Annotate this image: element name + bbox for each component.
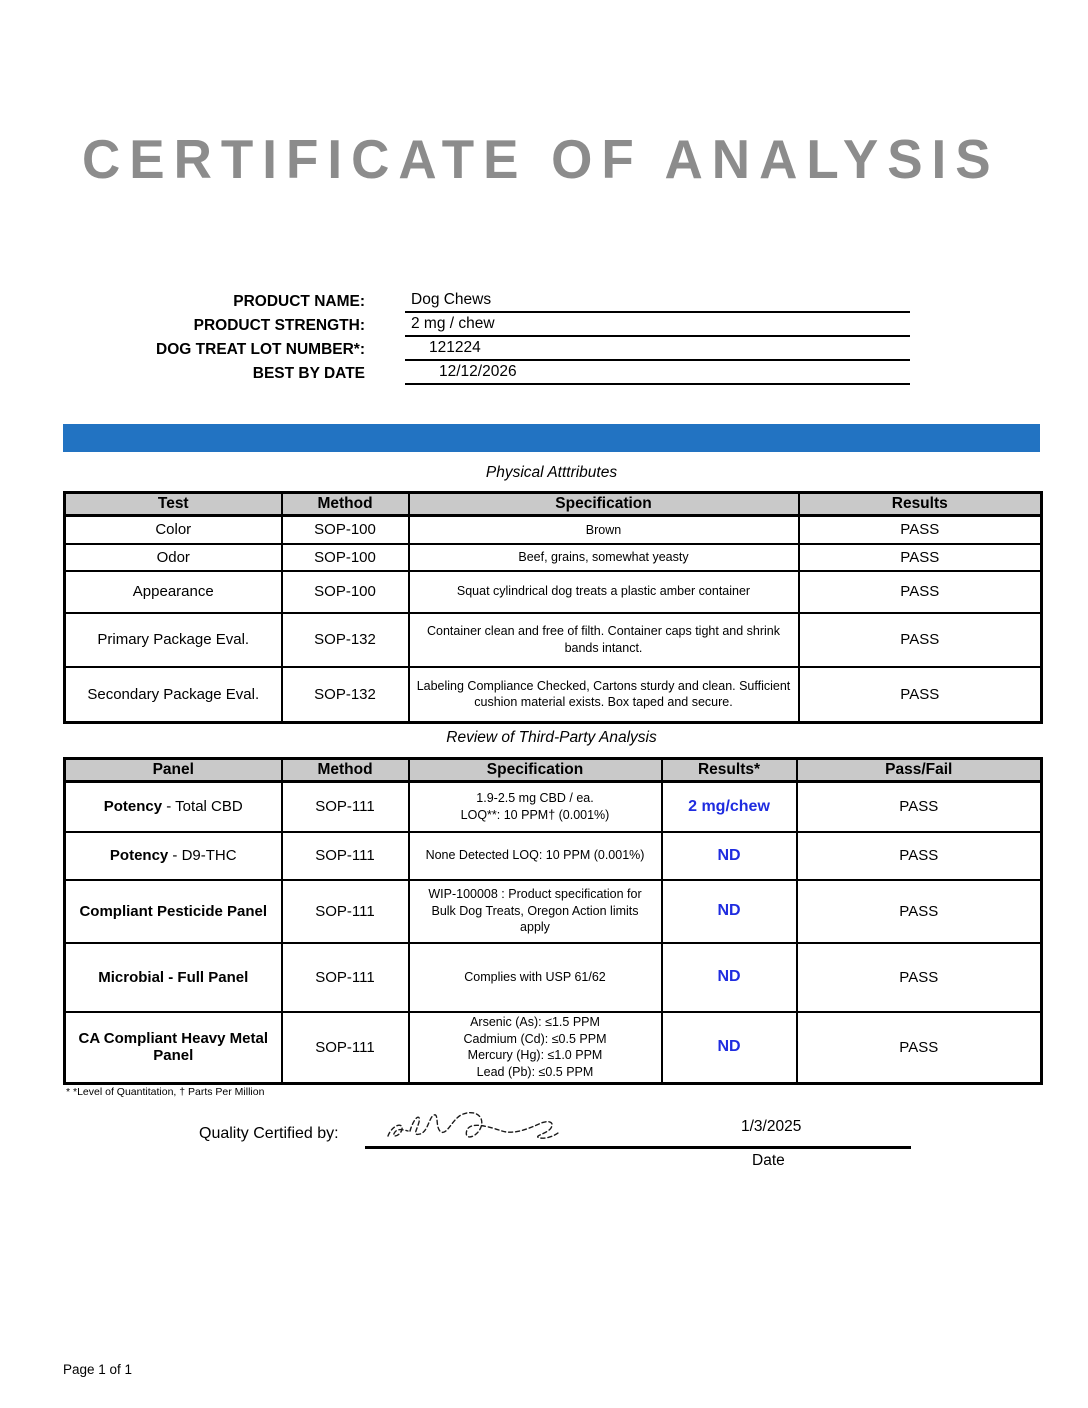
table-row	[65, 880, 1042, 943]
spec-cell: Beef, grains, somewhat yeasty	[409, 544, 799, 571]
test-cell: Color	[65, 516, 282, 544]
result-cell: PASS	[799, 667, 1042, 723]
product-strength-label: PRODUCT STRENGTH:	[193, 317, 365, 334]
table-row	[65, 544, 1042, 571]
product-name-value: Dog Chews	[405, 289, 910, 313]
spec-cell: None Detected LOQ: 10 PPM (0.001%)	[409, 832, 662, 880]
col-header-method: Method	[282, 493, 409, 516]
result-cell: PASS	[799, 571, 1042, 613]
result-cell: PASS	[799, 613, 1042, 667]
best-by-date-value: 12/12/2026	[405, 361, 910, 385]
method-cell: SOP-111	[282, 1012, 409, 1084]
test-cell: Secondary Package Eval.	[65, 667, 282, 723]
test-cell: Appearance	[65, 571, 282, 613]
spec-cell: Squat cylindrical dog treats a plastic amber container	[409, 571, 799, 613]
table-header-row	[65, 759, 1042, 782]
passfail-cell: PASS	[797, 832, 1042, 880]
spec-cell: WIP-100008 : Product specification for Bulk Dog Treats, Oregon Action limits apply	[409, 880, 662, 943]
spec-cell: Complies with USP 61/62	[409, 943, 662, 1012]
method-cell: SOP-100	[282, 544, 409, 571]
passfail-cell: PASS	[797, 1012, 1042, 1084]
method-cell: SOP-100	[282, 516, 409, 544]
product-name-row	[60, 289, 910, 313]
physical-attributes-table	[63, 491, 1043, 724]
product-name-label: PRODUCT NAME:	[233, 293, 365, 310]
method-cell: SOP-132	[282, 613, 409, 667]
result-cell: PASS	[799, 516, 1042, 544]
result-cell: ND	[662, 880, 797, 943]
table-row	[65, 943, 1042, 1012]
spec-cell: Brown	[409, 516, 799, 544]
spec-cell: Arsenic (As): ≤1.5 PPM Cadmium (Cd): ≤0.5 PPM Mercury (Hg): ≤1.0 PPM Lead (Pb): ≤0.5 PPM	[409, 1012, 662, 1084]
col-header-specification: Specification	[409, 493, 799, 516]
passfail-cell: PASS	[797, 880, 1042, 943]
col-header-specification: Specification	[409, 759, 662, 782]
method-cell: SOP-111	[282, 832, 409, 880]
lot-number-label: DOG TREAT LOT NUMBER*:	[156, 341, 365, 358]
panel-cell: Microbial - Full Panel	[65, 943, 282, 1012]
result-cell: ND	[662, 832, 797, 880]
table-row	[65, 613, 1042, 667]
result-cell: 2 mg/chew	[662, 782, 797, 832]
spec-cell: Labeling Compliance Checked, Cartons sturdy and clean. Sufficient cushion material exists. Box taped and secure.	[409, 667, 799, 723]
col-header-test: Test	[65, 493, 282, 516]
test-cell: Primary Package Eval.	[65, 613, 282, 667]
spec-cell: 1.9-2.5 mg CBD / ea. LOQ**: 10 PPM† (0.001%)	[409, 782, 662, 832]
page-title: CERTIFICATE OF ANALYSIS	[82, 129, 1000, 191]
lot-number-value: 121224	[405, 337, 910, 361]
panel-cell: Potency - D9-THC	[65, 832, 282, 880]
product-info-block	[60, 289, 910, 385]
passfail-cell: PASS	[797, 943, 1042, 1012]
table-row	[65, 782, 1042, 832]
result-cell: ND	[662, 943, 797, 1012]
thirdparty-section-title: Review of Third-Party Analysis	[446, 729, 657, 746]
col-header-panel: Panel	[65, 759, 282, 782]
result-cell: ND	[662, 1012, 797, 1084]
table-footnote: * *Level of Quantitation, † Parts Per Million	[66, 1086, 265, 1098]
table-row	[65, 667, 1042, 723]
quality-certified-by-label: Quality Certified by:	[199, 1125, 339, 1142]
product-strength-value: 2 mg / chew	[405, 313, 910, 337]
third-party-analysis-table	[63, 757, 1043, 1085]
blue-accent-bar	[63, 424, 1040, 452]
col-header-results: Results*	[662, 759, 797, 782]
table-header-row	[65, 493, 1042, 516]
method-cell: SOP-100	[282, 571, 409, 613]
col-header-results: Results	[799, 493, 1042, 516]
spec-cell: Container clean and free of filth. Container caps tight and shrink bands intanct.	[409, 613, 799, 667]
passfail-cell: PASS	[797, 782, 1042, 832]
method-cell: SOP-132	[282, 667, 409, 723]
product-strength-row	[60, 313, 910, 337]
lot-number-row	[60, 337, 910, 361]
best-by-date-label: BEST BY DATE	[252, 365, 365, 382]
col-header-method: Method	[282, 759, 409, 782]
panel-cell: Potency - Total CBD	[65, 782, 282, 832]
method-cell: SOP-111	[282, 880, 409, 943]
table-row	[65, 1012, 1042, 1084]
test-cell: Odor	[65, 544, 282, 571]
page-number: Page 1 of 1	[63, 1362, 133, 1377]
table-row	[65, 516, 1042, 544]
table-row	[65, 832, 1042, 880]
physical-section-title: Physical Atttributes	[485, 464, 618, 481]
table-row	[65, 571, 1042, 613]
signature-line	[365, 1146, 911, 1149]
panel-cell: Compliant Pesticide Panel	[65, 880, 282, 943]
certification-date: 1/3/2025	[741, 1118, 802, 1135]
result-cell: PASS	[799, 544, 1042, 571]
panel-cell: CA Compliant Heavy Metal Panel	[65, 1012, 282, 1084]
method-cell: SOP-111	[282, 782, 409, 832]
best-by-date-row	[60, 361, 910, 385]
method-cell: SOP-111	[282, 943, 409, 1012]
date-label: Date	[752, 1152, 785, 1169]
col-header-passfail: Pass/Fail	[797, 759, 1042, 782]
